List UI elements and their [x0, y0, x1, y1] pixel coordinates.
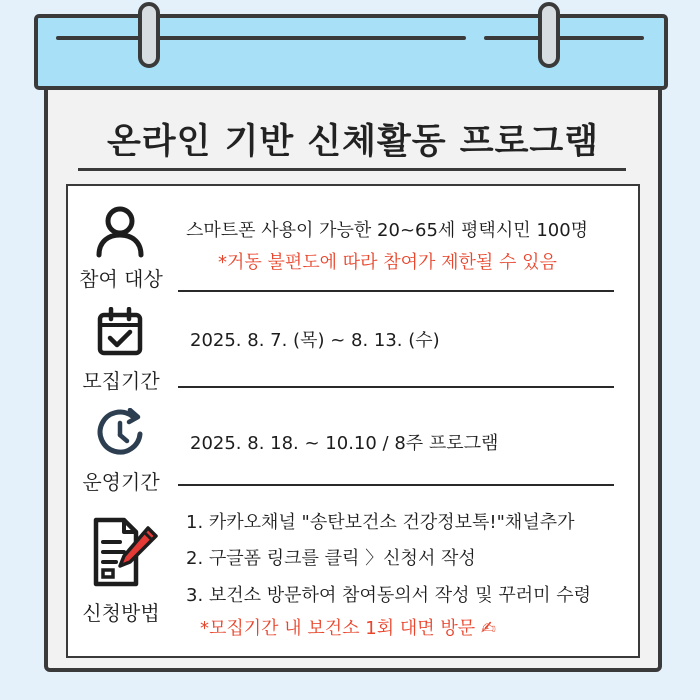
- label-operate: 운영기간: [82, 470, 160, 494]
- header-band: [34, 14, 668, 90]
- clock-refresh-icon: [94, 408, 148, 460]
- operate-period: 2025. 8. 18. ~ 10.10 / 8주 프로그램: [190, 433, 499, 454]
- calendar-check-icon: [96, 307, 144, 357]
- binder-ring-right: [538, 2, 560, 68]
- header-line-left: [56, 36, 466, 40]
- header-line-right: [484, 36, 644, 40]
- target-note: *거동 불편도에 따라 참여가 제한될 수 있음: [218, 252, 557, 273]
- page-title: 온라인 기반 신체활동 프로그램: [106, 122, 600, 162]
- label-recruit: 모집기간: [82, 369, 160, 393]
- binder-ring-left: [138, 2, 160, 68]
- document-pencil-icon: [90, 516, 160, 590]
- apply-step: 3. 보건소 방문하여 참여동의서 작성 및 꾸러미 수령: [186, 585, 591, 606]
- person-icon: [94, 205, 146, 259]
- row-line-target: [178, 290, 614, 292]
- target-description: 스마트폰 사용이 가능한 20~65세 평택시민 100명: [186, 220, 589, 241]
- row-line-recruit: [178, 386, 614, 388]
- apply-note: *모집기간 내 보건소 1회 대면 방문 ✍: [200, 618, 496, 639]
- apply-step: 2. 구글폼 링크를 클릭 〉신청서 작성: [186, 548, 476, 569]
- label-target: 참여 대상: [79, 267, 163, 291]
- title-underline: [78, 168, 626, 171]
- recruit-period: 2025. 8. 7. (목) ~ 8. 13. (수): [190, 330, 440, 351]
- row-line-operate: [178, 484, 614, 486]
- apply-step: 1. 카카오채널 "송탄보건소 건강정보톡!"채널추가: [186, 512, 575, 533]
- label-apply: 신청방법: [82, 601, 160, 625]
